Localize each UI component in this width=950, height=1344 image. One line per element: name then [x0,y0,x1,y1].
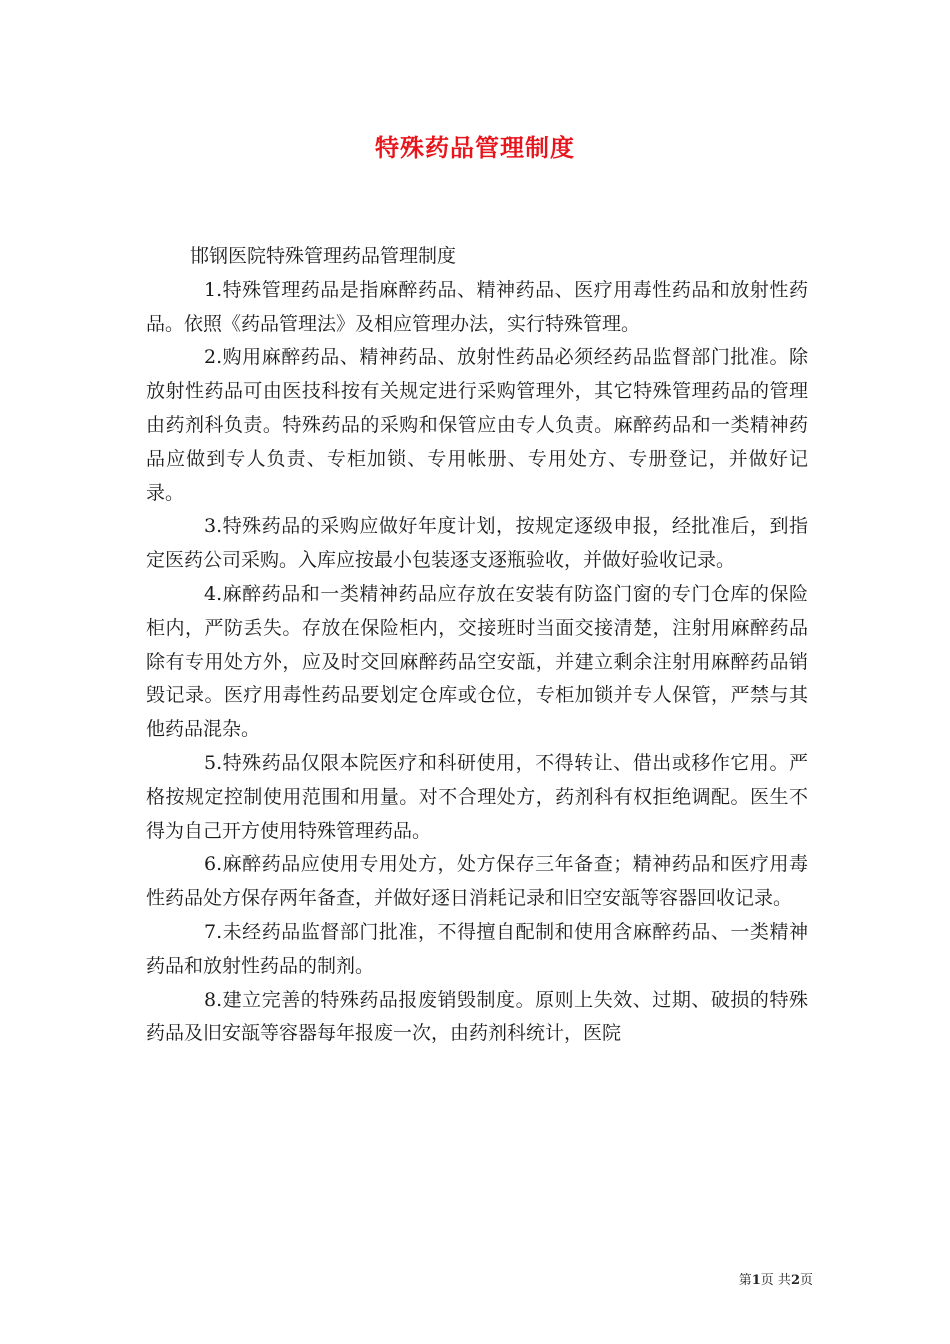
paragraph-8: 8.建立完善的特殊药品报废销毁制度。原则上失效、过期、破损的特殊药品及旧安瓿等容器每年报废一次，由药剂科统计，医院 [146,988,808,1045]
paragraph-4: 4.麻醉药品和一类精神药品应存放在安装有防盗门窗的专门仓库的保险柜内，严防丢失。存放在保险柜内，交接班时当面交接清楚，注射用麻醉药品除有专用处方外，应及时交回麻醉药品空安瓿，并建立剩余注射用麻醉药品销毁记录。医疗用毒性药品要划定仓库或仓位，专柜加锁并专人保管，严禁与其他药品混杂。 [146,582,808,741]
paragraph-7: 7.未经药品监督部门批准，不得擅自配制和使用含麻醉药品、一类精神药品和放射性药品的制剂。 [146,920,808,977]
paragraph-3: 3.特殊药品的采购应做好年度计划，按规定逐级申报，经批准后，到指定医药公司采购。入库应按最小包装逐支逐瓶验收，并做好验收记录。 [146,515,808,572]
paragraph-5: 5.特殊药品仅限本院医疗和科研使用，不得转让、借出或移作它用。严格按规定控制使用范围和用量。对不合理处方，药剂科有权拒绝调配。医生不得为自己开方使用特殊管理药品。 [146,751,808,842]
footer-middle: 页 共 [760,1273,791,1288]
footer-suffix: 页 [799,1273,813,1288]
total-page-number: 2 [790,1273,800,1288]
document-subtitle: 邯钢医院特殊管理药品管理制度 [190,245,457,267]
document-body [146,240,808,1051]
footer-prefix: 第 [738,1273,752,1288]
paragraph-2: 2.购用麻醉药品、精神药品、放射性药品必须经药品监督部门批准。除放射性药品可由医技科按有关规定进行采购管理外，其它特殊管理药品的管理由药剂科负责。特殊药品的采购和保管应由专人负责。麻醉药品和一类精神药品应做到专人负责、专柜加锁、专用帐册、专用处方、专册登记，并做好记录。 [146,346,808,504]
page-number-footer [739,1272,813,1290]
page-title: 特殊药品管理制度 [375,133,575,162]
paragraph-6: 6.麻醉药品应使用专用处方，处方保存三年备查；精神药品和医疗用毒性药品处方保存两年备查，并做好逐日消耗记录和旧空安瓿等容器回收记录。 [146,853,808,910]
current-page-number: 1 [751,1273,761,1288]
paragraph-1: 1.特殊管理药品是指麻醉药品、精神药品、医疗用毒性药品和放射性药品。依照《药品管理法》及相应管理办法，实行特殊管理。 [146,278,808,335]
